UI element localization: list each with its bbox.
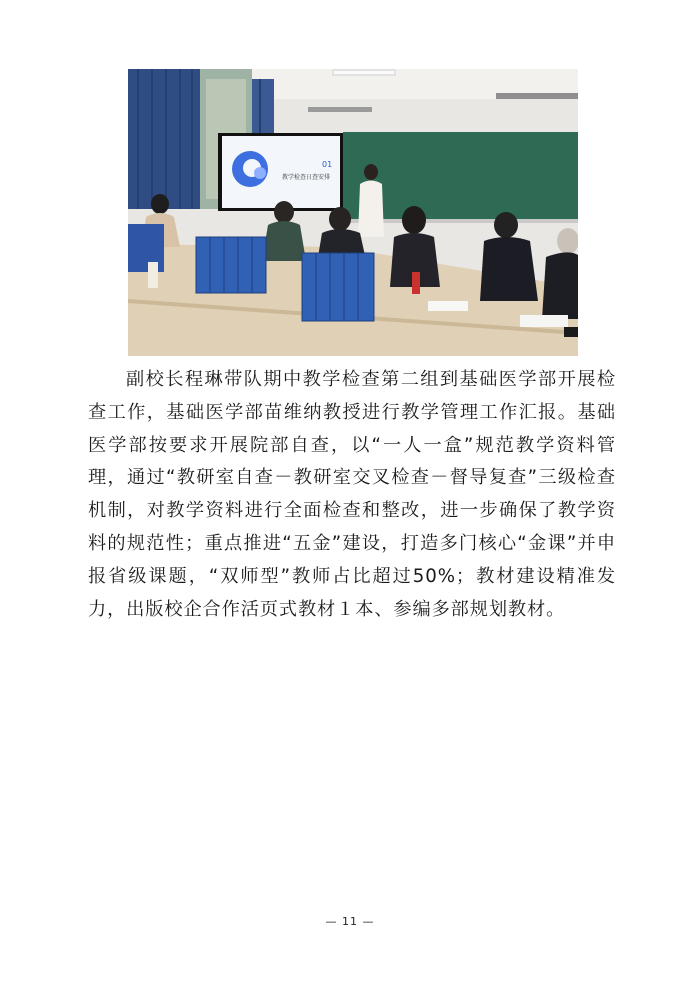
meeting-photo xyxy=(128,69,578,356)
screen-caption: 教学检查日查安排 xyxy=(282,174,331,181)
body-paragraph: 副校长程琳带队期中教学检查第二组到基础医学部开展检查工作，基础医学部苗维纳教授进行教学管理工作汇报。基础医学部按要求开展院部自查，以“一人一盒”规范教学资料管理，通过“教研室自查－教研室交叉检查－督导复查”三级检查机制，对教学资料进行全面检查和整改，进一步确保了教学资料的规范性；重点推进“五金”建设，打造多门核心“金课”并申报省级课题，“双师型”教师占比超过50%；教材建设精准发力，出版校企合作活页式教材１本、参编多部规划教材。 xyxy=(88,369,616,620)
body-text xyxy=(88,364,616,626)
screen-number: 01 xyxy=(322,160,333,169)
page-number: — 11 — xyxy=(325,915,375,928)
